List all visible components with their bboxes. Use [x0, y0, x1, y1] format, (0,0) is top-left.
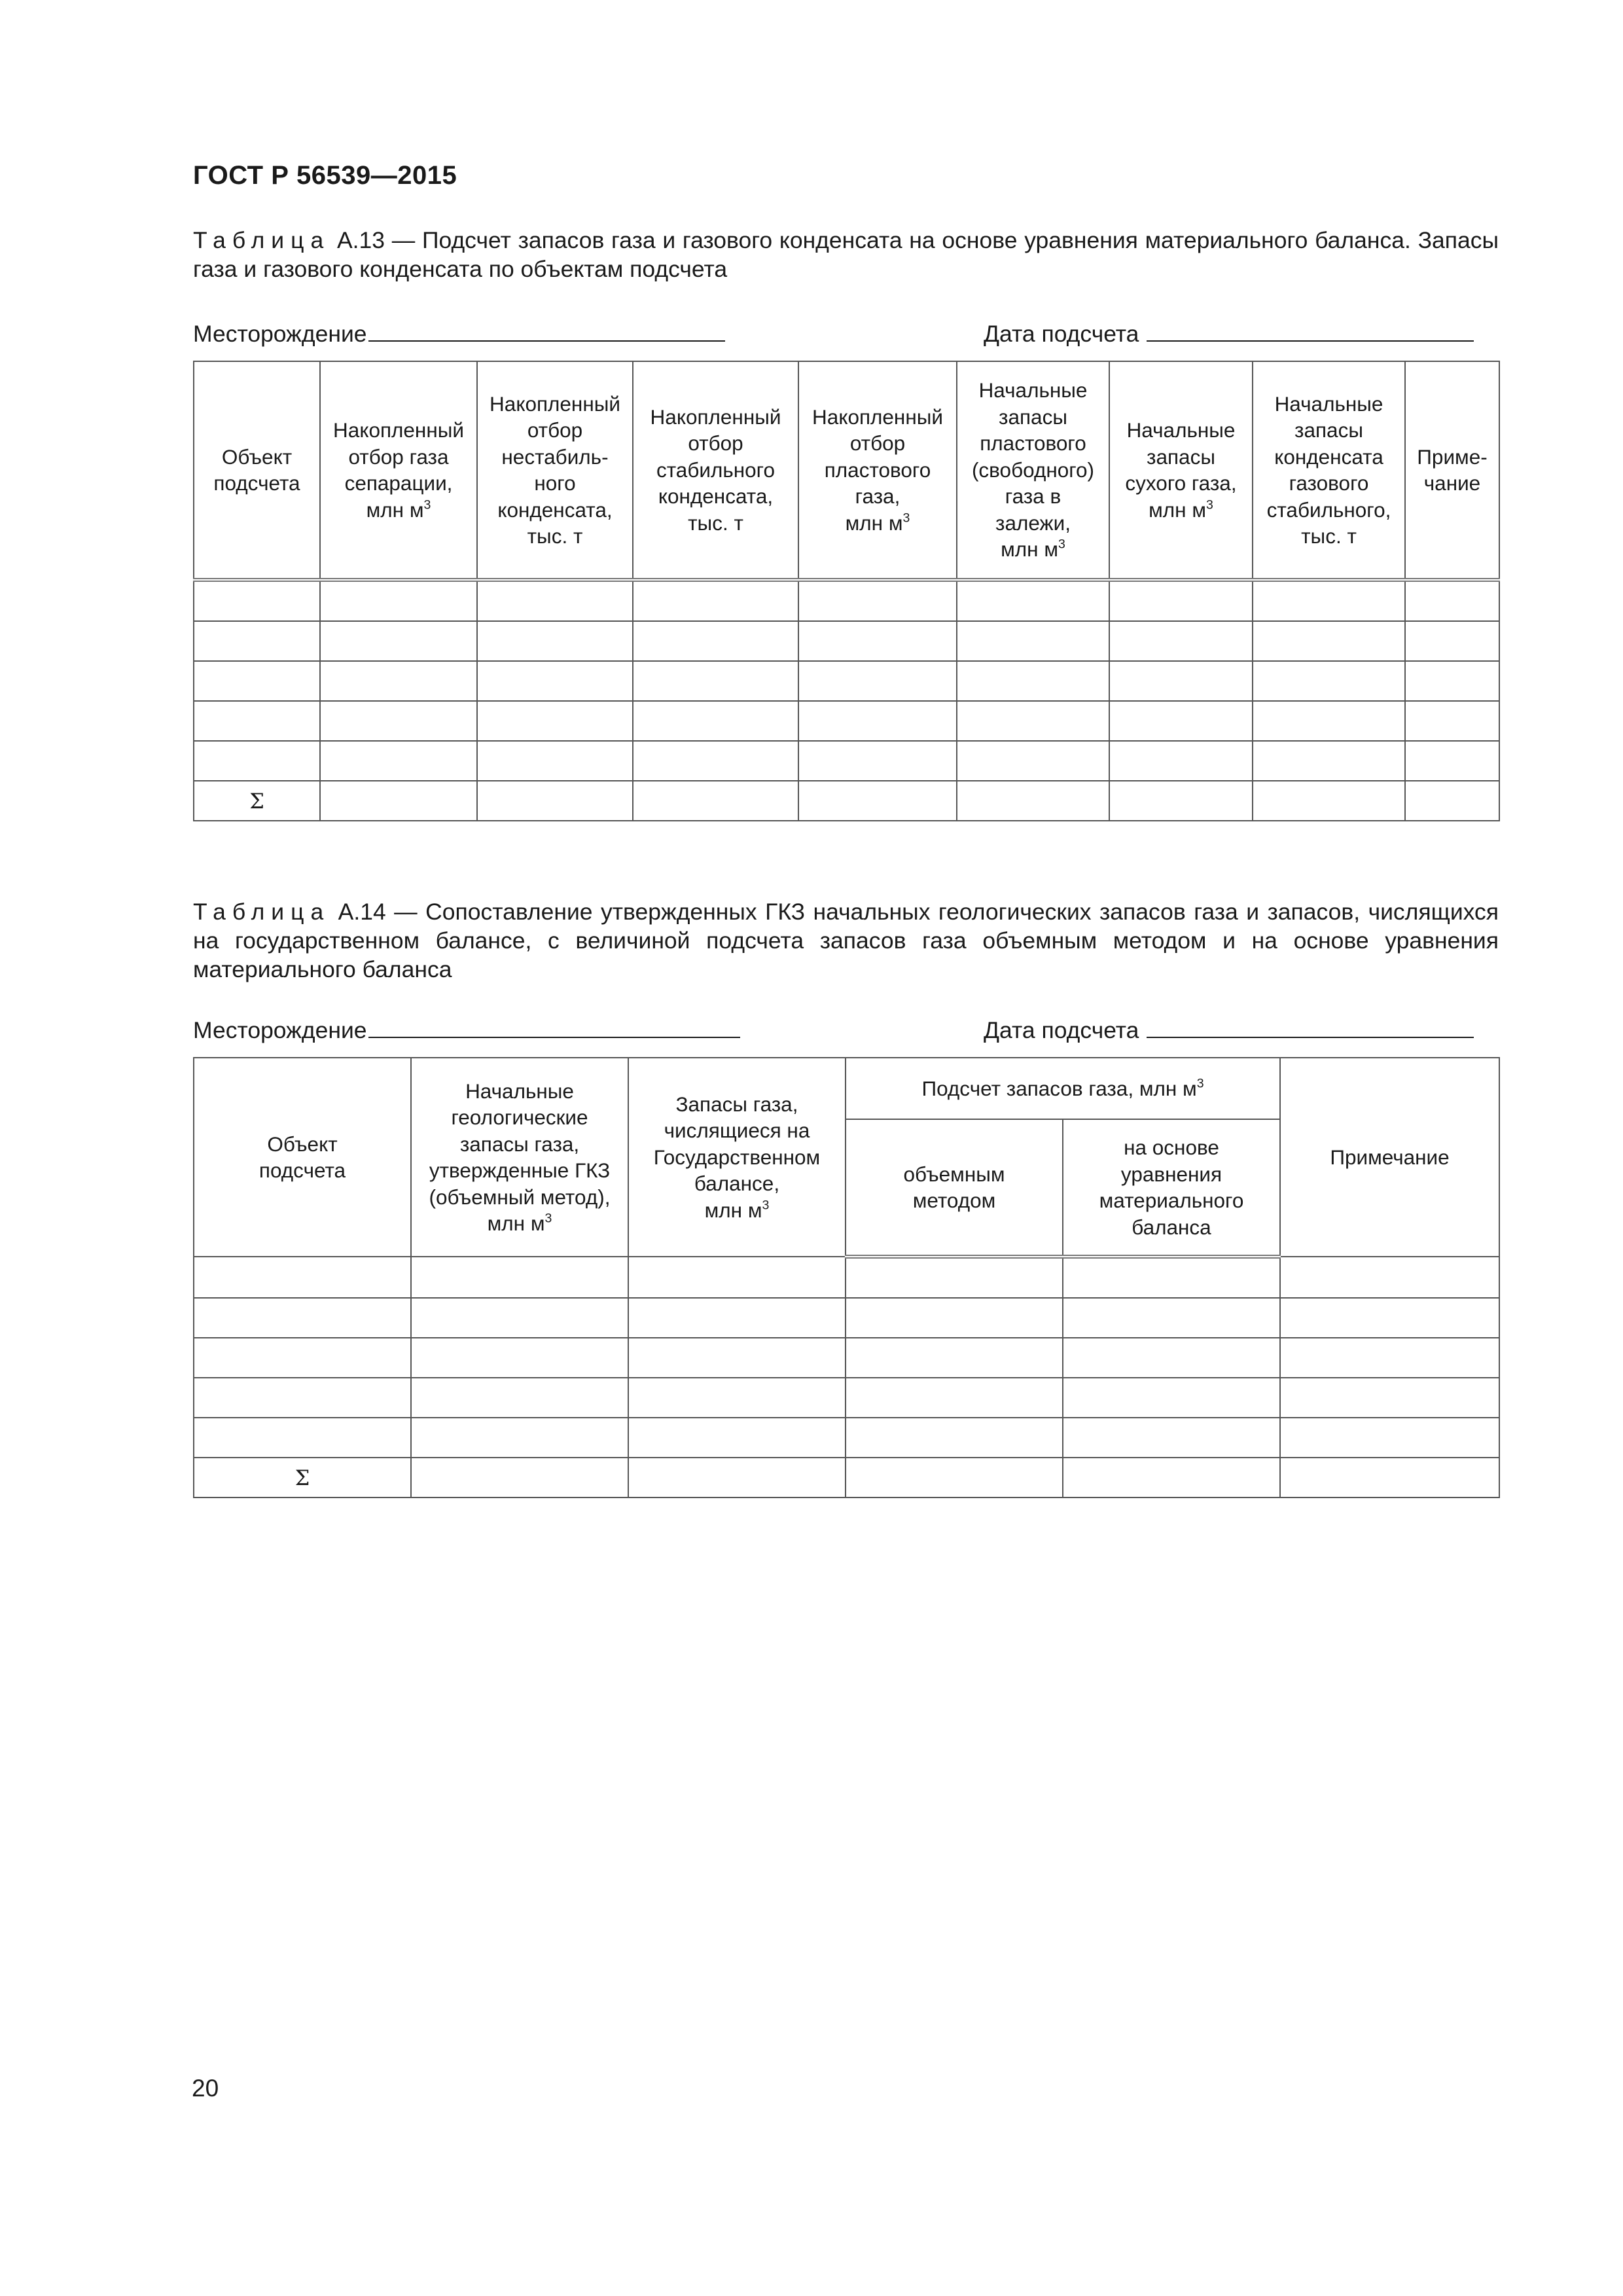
table14-caption-text: А.14 — Сопоставление утвержденных ГКЗ начальных геологических запасов газа и запасов, числящихся на государственном балансе, с величиной подсчета запасов газа объемным методом и на основе уравнения материального баланса [193, 899, 1499, 982]
table14-date-label: Дата подсчета [984, 1017, 1139, 1043]
table-row [194, 1418, 1499, 1458]
table14-sum-row [194, 1458, 1499, 1498]
table-row [194, 1298, 1499, 1338]
table-row [194, 1257, 1499, 1298]
table13-caption [193, 226, 1499, 283]
table14 [193, 1057, 1500, 1498]
table13-header-stable-cond: Накопленный отбор стабильного конденсата, тыс. т [633, 361, 798, 580]
table13-sum-row [194, 781, 1499, 821]
table13-header-initial-free-gas: Начальные запасы пластового (свободного) газа в залежи, млн $м^3$ [957, 361, 1109, 580]
table14-header-object: Объект подсчета [194, 1058, 411, 1257]
document-header: ГОСТ Р 56539—2015 [193, 161, 457, 190]
table13-header-dry-gas: Начальные запасы сухого газа, млн $м^3$ [1109, 361, 1253, 580]
table13-header-unstable-cond: Накопленный отбор нестабиль- ного конденсата, тыс. т [477, 361, 633, 580]
table-row [194, 1378, 1499, 1418]
table14-header-row-1 [194, 1058, 1499, 1119]
table13-field-label: Месторождение [193, 321, 367, 347]
table13-header-note: Приме- чание [1405, 361, 1499, 580]
table14-header-initial: Начальные геологические запасы газа, утвержденные ГКЗ (объемный метод), млн $м^3$ [411, 1058, 628, 1257]
table13-header-reservoir-gas: Накопленный отбор пластового газа, млн $м^3$ [798, 361, 957, 580]
table14-header-note: Примечание [1280, 1058, 1499, 1257]
table13-date-line [984, 318, 1474, 348]
table13-caption-text: А.13 — Подсчет запасов газа и газового конденсата на основе уравнения материального баланса. Запасы газа и газового конденсата по объектам подсчета [193, 227, 1499, 282]
table14-date-underline [1147, 1014, 1474, 1038]
table13-header-row [194, 361, 1499, 580]
table13-field-line [193, 318, 725, 348]
table13-header-object: Объект подсчета [194, 361, 320, 580]
table14-header-volumetric: объемным методом [846, 1119, 1063, 1257]
table-row [194, 661, 1499, 701]
table13-header-sep-gas: Накопленный отбор газа сепарации, млн $м^3$ [320, 361, 477, 580]
table13-caption-label: Таблица [193, 227, 330, 253]
table-row [194, 1338, 1499, 1378]
table-row [194, 701, 1499, 741]
table14-caption-label: Таблица [193, 899, 330, 925]
sum-symbol: Σ [194, 781, 320, 821]
table13-field-underline [368, 318, 725, 342]
table-row [194, 580, 1499, 621]
table14-field-label: Месторождение [193, 1017, 367, 1043]
table13-date-label: Дата подсчета [984, 321, 1139, 347]
table13 [193, 361, 1500, 821]
table13-header-condensate-reserves: Начальные запасы конденсата газового стабильного, тыс. т [1253, 361, 1405, 580]
table13-date-underline [1147, 318, 1474, 342]
table14-header-material-balance: на основе уравнения материального баланса [1063, 1119, 1280, 1257]
table14-field-line [193, 1014, 740, 1045]
sum-symbol: Σ [194, 1458, 411, 1498]
table-row [194, 621, 1499, 661]
table14-header-state-balance: Запасы газа, числящиеся на Государственном балансе, млн $м^3$ [628, 1058, 846, 1257]
table14-field-underline [368, 1014, 740, 1038]
table14-date-line [984, 1014, 1474, 1045]
page-number: 20 [192, 2075, 219, 2102]
table-row [194, 741, 1499, 781]
table14-caption [193, 897, 1499, 984]
table14-header-group: Подсчет запасов газа, млн $м^3$ [846, 1058, 1280, 1119]
